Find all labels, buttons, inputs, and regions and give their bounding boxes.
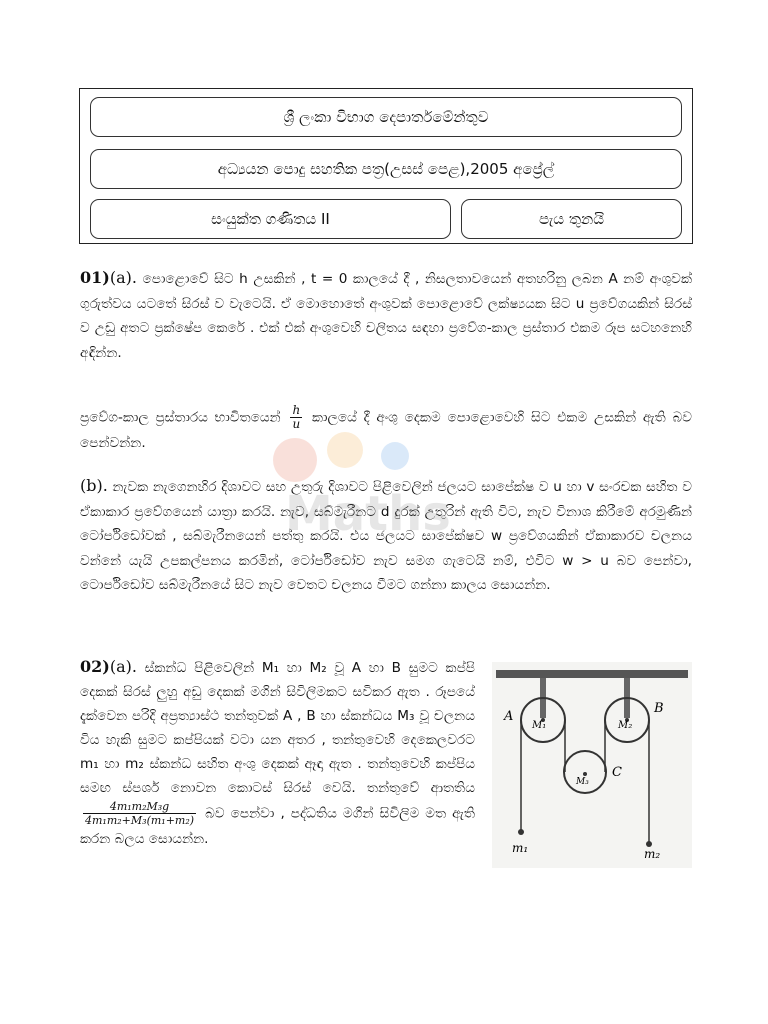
exam-header [79,88,693,244]
fraction-denominator: u [292,417,301,431]
ceiling [496,670,688,678]
question-number: 02) [80,657,110,676]
question-1a-text: පොළොවේ සිට h උසකින් , t = 0 කාලයේ දී , නිසලතාවයෙන් අතහරිනු ලබන A නම් අංශුවක් ගුරුත්වය යටතේ සිරස් ව වැටෙයි. ඒ මොහොතේ අංශුවක් පොළොවේ ලක්ෂ්‍යයක සිට u ප්‍රවේගයකින් සිරස් ව උඩු අතට ප්‍රක්ෂේප කෙරේ . එක් එක් අංශුවෙහි චලිතය සඳහා ප්‍රවේග-කාල ප්‍රස්තාර එකම රූප සටහනෙහි අඳින්න. [80,271,692,361]
pulley-diagram-svg [492,662,692,868]
label-m1-pulley: M₁ [532,720,547,731]
watermark-logo [255,417,465,560]
question-2a [80,655,475,851]
label-m3-pulley: M₃ [576,777,589,787]
exam-title: අධ්‍යයන පොදු සහතික පත්‍ර(උසස් පෙළ),2005 අප්‍රේල් [90,149,682,189]
tension-fraction [83,800,196,827]
label-c: C [612,765,622,780]
subject-title: සංයුක්ත ගණිතය II [90,199,451,239]
label-m2-mass: m₂ [644,847,661,861]
question-part: (b). [80,476,108,495]
fraction-denominator: 4m₁m₂+M₃(m₁+m₂) [85,814,195,827]
question-part: (a). [109,268,137,287]
question-1a-text2-pre: ප්‍රවේග-කාල ප්‍රස්තාරය භාවිතයෙන් [80,409,281,426]
question-2a-text1: ස්කන්ධ පිළිවෙලින් M₁ හා M₂ වූ A හා B සුමට කප්පි දෙකක් සිරස් ලුහු අඩු දෙකක් මගින් සිවිලිමකට සවිකර ඇත . රූපයේ දැක්වෙන පරිදි අප්‍රත්‍යාස්ථ තන්තුවක් A , B හා ස්කන්ධය M₃ වූ චලනය විය හැකි සුමට කප්පියක් වටා යන අතර , තන්තුවෙහි දෙකෙලවරට m₁ හා m₂ ස්කන්ධ සහිත අංශු දෙකක් ඈඳා ඇත . තන්තුවෙහි කප්පිය සමඟ ස්පර්ශ නොවන කොටස් සිරස් වෙයි. තන්තුවේ ආතතිය [80,660,476,796]
watermark-circle-blue [381,442,409,470]
label-a: A [504,709,514,724]
pulley-diagram [492,662,692,868]
question-1a-text2-post: කාලයේ දී අංශු දෙකම පොළොවෙහි සිට එකම උසකින් ඇති බව පෙන්වන්න. [80,409,692,451]
fraction-numerator: h [292,403,301,417]
label-m1-mass: m₁ [512,841,529,855]
label-m2-pulley: M₂ [618,720,633,731]
question-1b-text: නැවක නැගෙනහිර දිශාවට සහ උතුරු දිශාවට පිළිවෙලින් ජලයට සාපේක්ෂ ව u හා v සංරචක සහිත ව ඒකාකාර ප්‍රවේගයෙන් යාත්‍රා කරයි. නැව, සබ්මැරීනට d දුරක් උතුරින් ඇති විට, නැව විනාශ කිරීමේ අරමුණින් ටෝර්පිඩෝවක් , සබ්මැරීනයෙන් පත්තු කරයි. එය ජලයට සාපේක්ෂව w ප්‍රවේගයකින් ඒකාකාරව චලනය වන්නේ යැයි උපකල්පනය කරමින්, ටෝර්පිඩෝව නැව සමග ගැටෙයි නම්, එවිට w > u බව පෙන්වා, ටොර්පිඩෝව සබ්මැරීනයේ සිට නැව වෙතට චලනය වීමට ගන්නා කාලය සොයන්න. [80,479,693,593]
label-b: B [654,701,664,716]
watermark-circle-red [273,438,317,482]
watermark-circle-orange [327,432,363,468]
pulley-c-axle [583,772,587,776]
department-title: ශ්‍රී ලංකා විභාග දෙපාර්තමේන්තුව [90,97,682,137]
question-1a [80,266,692,365]
duration-label: පැය තුනයි [461,199,682,239]
question-part: (a). [109,657,137,676]
watermark-text: Maths [285,486,451,542]
question-number: 01) [80,268,110,287]
question-2a-text2: බව පෙන්වා , පද්ධතිය මගින් සිවිලිම මත ඇති කරන බලය සොයන්න. [80,805,475,847]
mass-m1 [518,829,524,835]
fraction-numerator: 4m₁m₂M₃g [83,800,196,814]
